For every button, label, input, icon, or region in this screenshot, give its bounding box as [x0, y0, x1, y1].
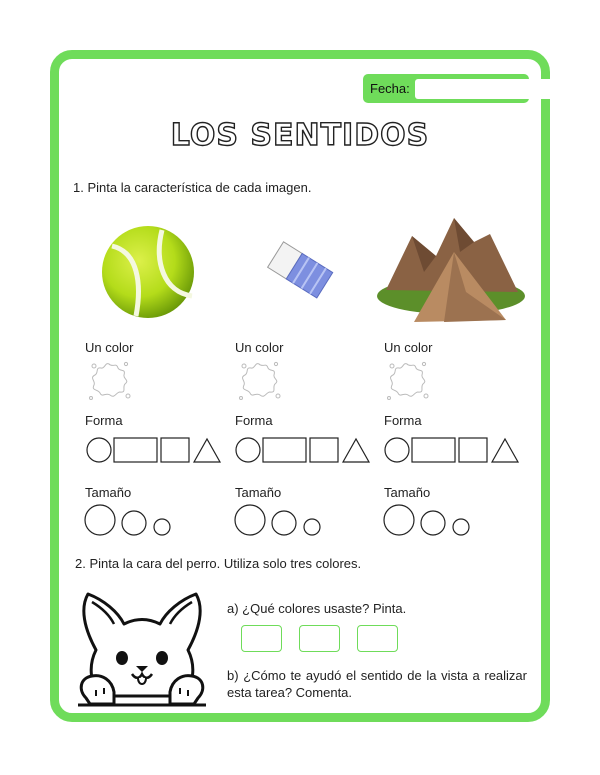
triangle-shape[interactable]: [194, 439, 220, 462]
circle-shape[interactable]: [87, 438, 111, 462]
rectangle-shape[interactable]: [114, 438, 157, 462]
color-label-1: Un color: [85, 340, 134, 355]
mountain-image: [374, 212, 528, 332]
date-box: [363, 74, 529, 103]
color-box-1[interactable]: [241, 625, 282, 652]
size-options-2: [234, 503, 324, 537]
square-shape[interactable]: [310, 438, 338, 462]
large-circle[interactable]: [235, 505, 265, 535]
color-box-2[interactable]: [299, 625, 340, 652]
shape-label-3: Forma: [384, 413, 422, 428]
rectangle-shape[interactable]: [412, 438, 455, 462]
square-shape[interactable]: [161, 438, 189, 462]
triangle-shape[interactable]: [492, 439, 518, 462]
medium-circle[interactable]: [421, 511, 445, 535]
rectangle-shape[interactable]: [263, 438, 306, 462]
date-label: Fecha:: [370, 81, 410, 96]
question-1-text: 1. Pinta la característica de cada imagen.: [73, 180, 312, 195]
size-options-1: [84, 503, 174, 537]
circle-shape[interactable]: [385, 438, 409, 462]
circle-shape[interactable]: [236, 438, 260, 462]
question-2-text: 2. Pinta la cara del perro. Utiliza solo tres colores.: [75, 556, 362, 571]
shape-label-2: Forma: [235, 413, 273, 428]
shape-options-2: [235, 435, 375, 465]
shape-options-3: [384, 435, 524, 465]
paint-splat-icon[interactable]: [384, 358, 430, 402]
paint-splat-icon[interactable]: [86, 358, 132, 402]
medium-circle[interactable]: [122, 511, 146, 535]
tennis-ball-image: [98, 222, 198, 322]
triangle-shape[interactable]: [343, 439, 369, 462]
question-2b-text: b) ¿Cómo te ayudó el sentido de la vista a realizar esta tarea? Comenta.: [227, 668, 527, 700]
large-circle[interactable]: [85, 505, 115, 535]
color-label-2: Un color: [235, 340, 284, 355]
shape-label-1: Forma: [85, 413, 123, 428]
small-circle[interactable]: [304, 519, 320, 535]
dog-face-image[interactable]: [74, 588, 210, 710]
size-label-3: Tamaño: [384, 485, 431, 500]
small-circle[interactable]: [154, 519, 170, 535]
small-circle[interactable]: [453, 519, 469, 535]
square-shape[interactable]: [459, 438, 487, 462]
page-title: LOS SENTIDOS: [170, 118, 430, 153]
size-options-3: [383, 503, 473, 537]
date-input[interactable]: [415, 79, 578, 99]
question-2a-text: a) ¿Qué colores usaste? Pinta.: [227, 601, 407, 616]
large-circle[interactable]: [384, 505, 414, 535]
medium-circle[interactable]: [272, 511, 296, 535]
eraser-image: [258, 232, 340, 304]
size-label-2: Tamaño: [235, 485, 282, 500]
paint-splat-icon[interactable]: [236, 358, 282, 402]
shape-options-1: [86, 435, 226, 465]
color-label-3: Un color: [384, 340, 433, 355]
size-label-1: Tamaño: [85, 485, 132, 500]
color-box-3[interactable]: [357, 625, 398, 652]
